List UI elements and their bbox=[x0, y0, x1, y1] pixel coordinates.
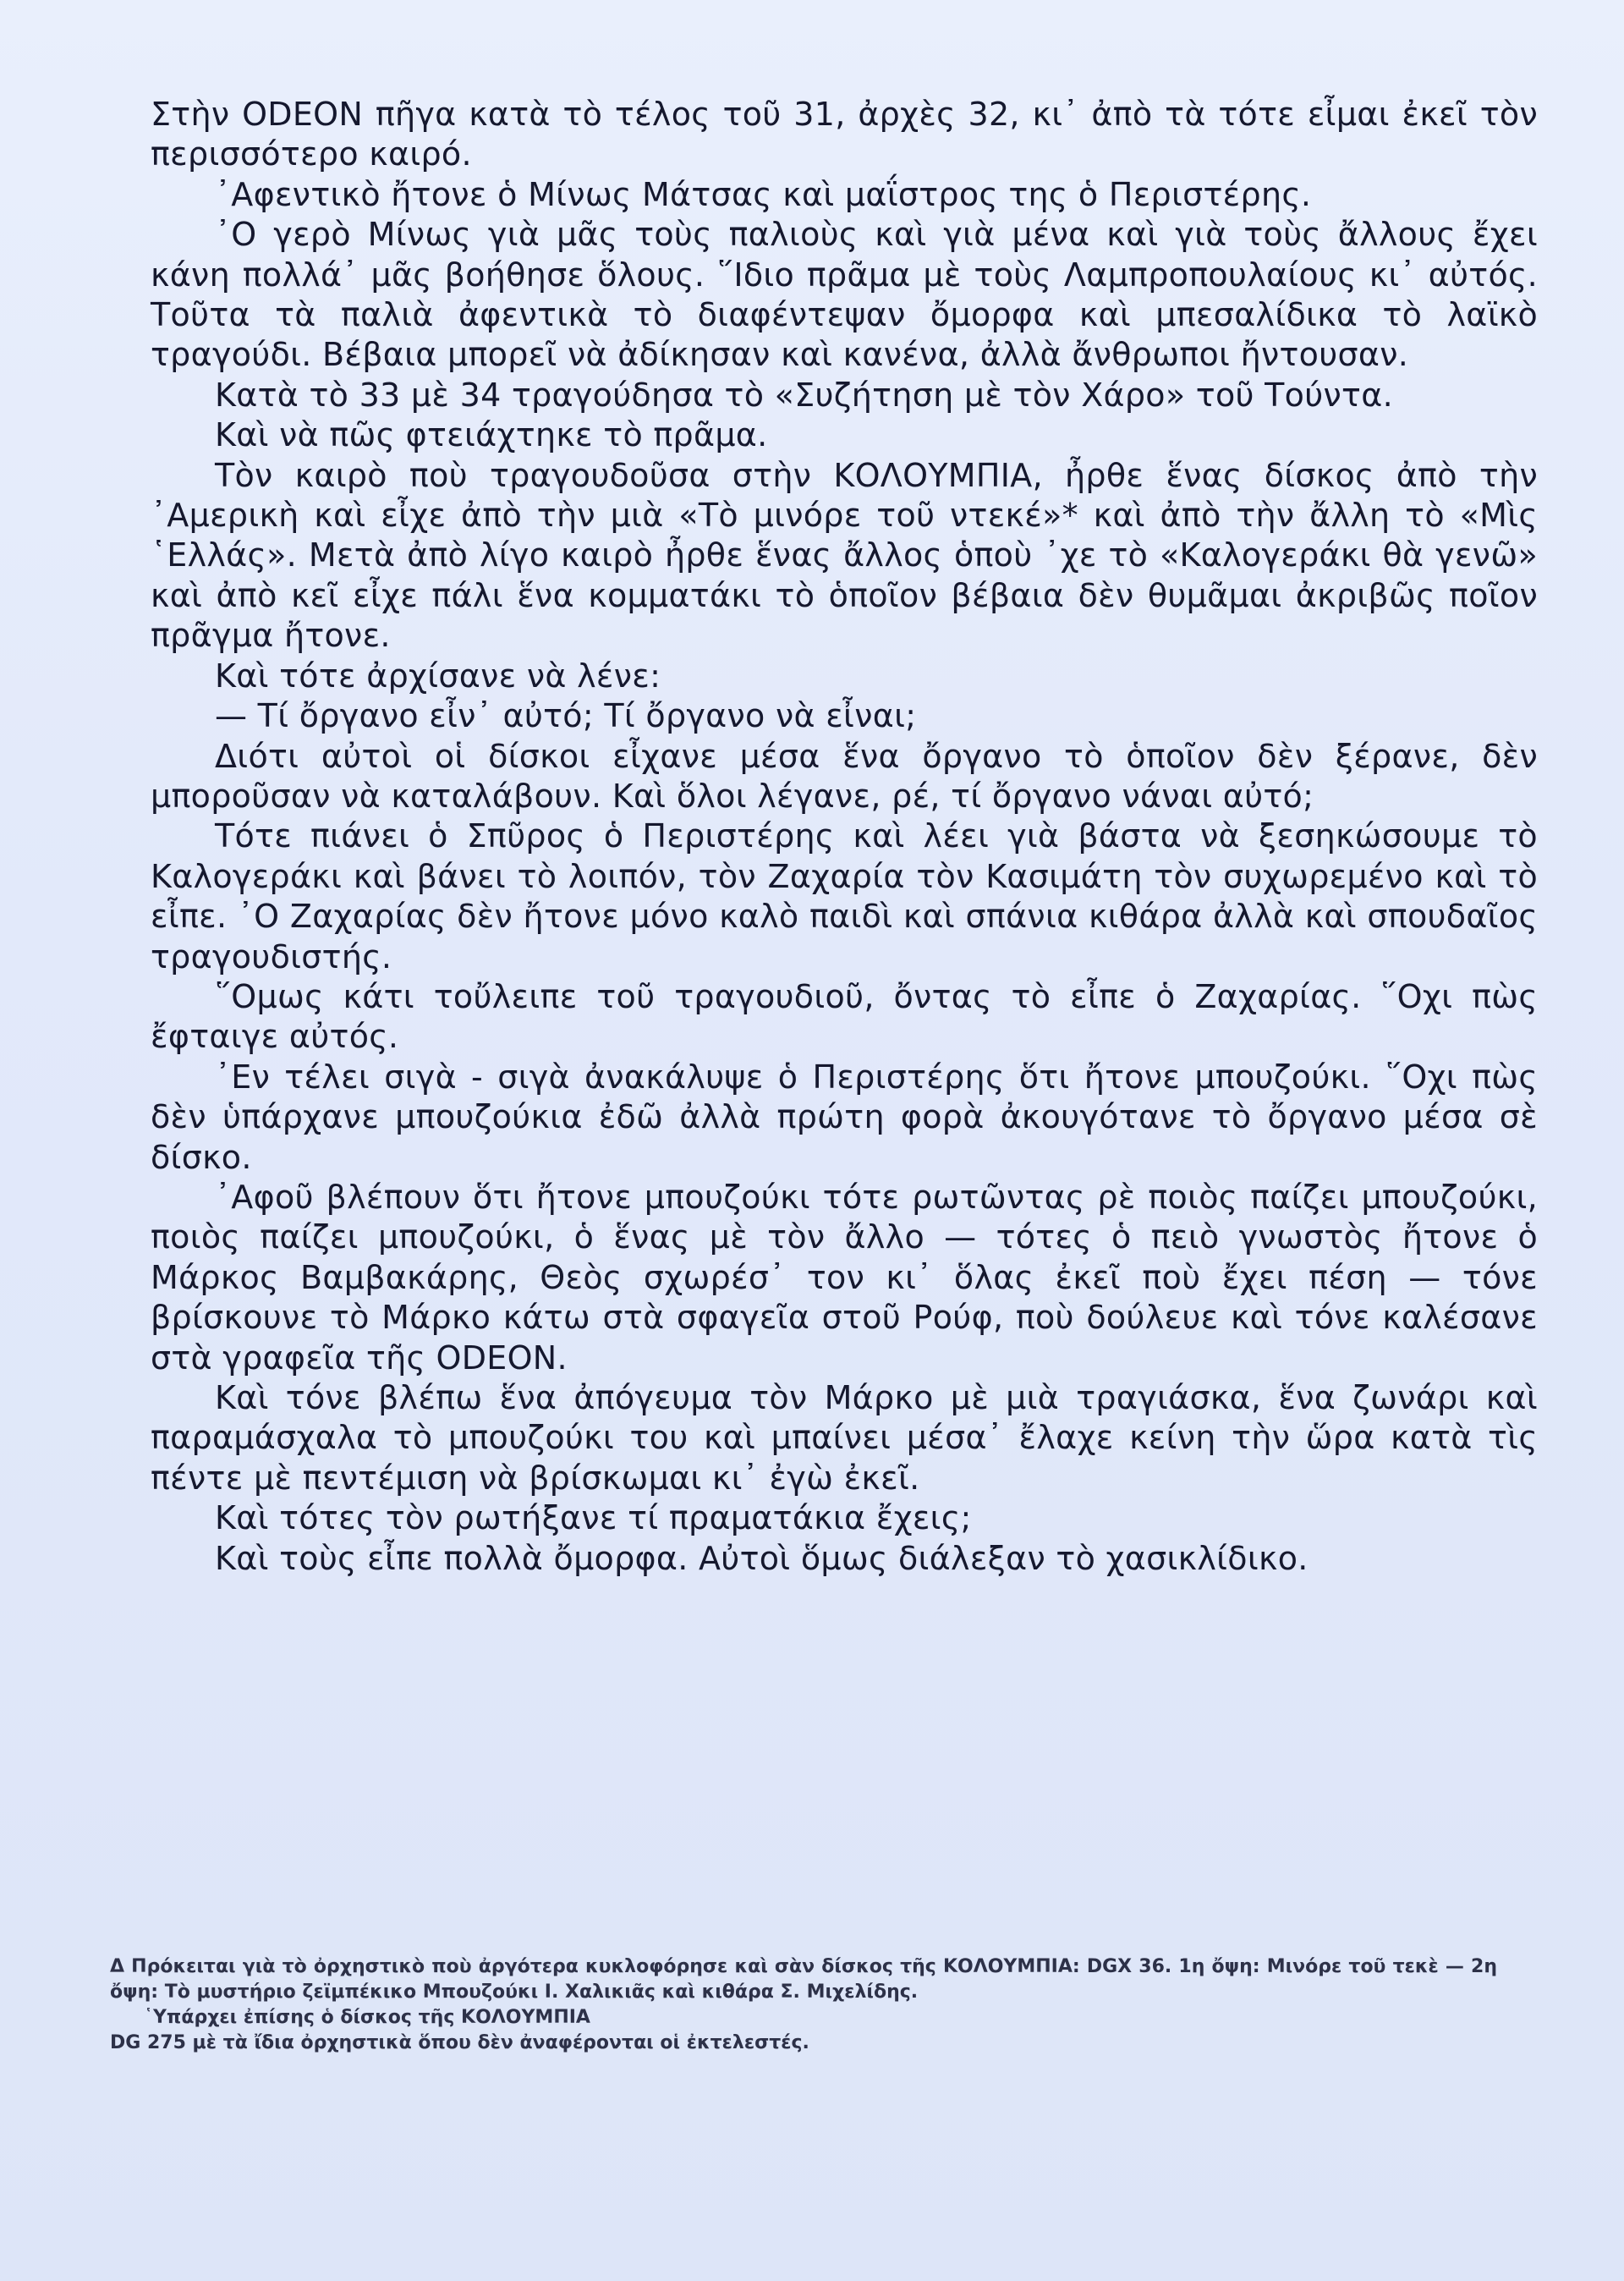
paragraph: Στὴν ODEON πῆγα κατὰ τὸ τέλος τοῦ 31, ἀρχὲς 32, κι᾽ ἀπὸ τὰ τότε εἶμαι ἐκεῖ τὸν περισσότερο καιρό. bbox=[151, 96, 1538, 173]
paragraph: ᾽Εν τέλει σιγὰ - σιγὰ ἀνακάλυψε ὁ Περιστέρης ὅτι ἤτονε μπουζούκι. ῞Οχι πὼς δὲν ὑπάρχανε μπουζούκια ἐδῶ ἀλλὰ πρώτη φορὰ ἀκουγότανε τὸ ὄργανο μέσα σὲ δίσκο. bbox=[151, 1058, 1538, 1176]
paragraph: Καὶ νὰ πῶς φτειάχτηκε τὸ πρᾶμα. bbox=[215, 416, 768, 454]
paragraph: ᾽Αφοῦ βλέπουν ὅτι ἤτονε μπουζούκι τότε ρωτῶντας ρὲ ποιὸς παίζει μπουζούκι, ποιὸς παίζει μπουζούκι, ὁ ἕνας μὲ τὸν ἄλλο — τότες ὁ πειὸ γνωστὸς ἤτονε ὁ Μάρκος Βαμβακάρης, Θεὸς σχωρέσ᾽ τον κι᾽ ὅλας ἐκεῖ ποὺ ἔχει πέση — τόνε βρίσκουνε τὸ Μάρκο κάτω στὰ σφαγεῖα στοῦ Ρούφ, ποὺ δούλευε καὶ τόνε καλέσανε στὰ γραφεῖα τῆς ODEON. bbox=[151, 1178, 1538, 1377]
paragraph: Καὶ τόνε βλέπω ἕνα ἀπόγευμα τὸν Μάρκο μὲ μιὰ τραγιάσκα, ἕνα ζωνάρι καὶ παραμάσχαλα τὸ μπουζούκι του καὶ μπαίνει μέσα᾽ ἔλαχε κείνη τὴν ὥρα κατὰ τὶς πέντε μὲ πεντέμιση νὰ βρίσκωμαι κι᾽ ἐγὼ ἐκεῖ. bbox=[151, 1379, 1538, 1497]
main-text bbox=[151, 95, 1538, 1579]
paragraph: Διότι αὐτοὶ οἱ δίσκοι εἶχανε μέσα ἕνα ὄργανο τὸ ὁποῖον δὲν ξέρανε, δὲν μποροῦσαν νὰ καταλάβουν. Καὶ ὅλοι λέγανε, ρέ, τί ὄργανο νάναι αὐτό; bbox=[151, 737, 1538, 815]
paragraph: — Τί ὄργανο εἶν᾽ αὐτό; Τί ὄργανο νὰ εἶναι; bbox=[215, 697, 917, 735]
paragraph: ᾽Ο γερὸ Μίνως γιὰ μᾶς τοὺς παλιοὺς καὶ γιὰ μένα καὶ γιὰ τοὺς ἄλλους ἔχει κάνη πολλά᾽ μᾶς βοήθησε ὅλους. ῞Ιδιο πρᾶμα μὲ τοὺς Λαμπροπουλαίους κι᾽ αὐτός. Τοῦτα τὰ παλιὰ ἀφεντικὰ τὸ διαφέντεψαν ὄμορφα καὶ μπεσαλίδικα τὸ λαϊκὸ τραγούδι. Βέβαια μπορεῖ νὰ ἀδίκησαν καὶ κανένα, ἀλλὰ ἄνθρωποι ἤντουσαν. bbox=[151, 216, 1538, 374]
paragraph: Τότε πιάνει ὁ Σπῦρος ὁ Περιστέρης καὶ λέει γιὰ βάστα νὰ ξεσηκώσουμε τὸ Καλογεράκι καὶ βάνει τὸ λοιπόν, τὸν Ζαχαρία τὸν Κασιμάτη τὸν συχωρεμένο καὶ τὸ εἶπε. ᾽Ο Ζαχαρίας δὲν ἤτονε μόνο καλὸ παιδὶ καὶ σπάνια κιθάρα ἀλλὰ καὶ σπουδαῖος τραγουδιστής. bbox=[151, 817, 1538, 976]
paragraph: ᾽Αφεντικὸ ἤτονε ὁ Μίνως Μάτσας καὶ μαΐστρος της ὁ Περιστέρης. bbox=[215, 175, 1312, 213]
paragraph: Καὶ τοὺς εἶπε πολλὰ ὄμορφα. Αὐτοὶ ὅμως διάλεξαν τὸ χασικλίδικο. bbox=[215, 1539, 1309, 1577]
paragraph: Κατὰ τὸ 33 μὲ 34 τραγούδησα τὸ «Συζήτηση μὲ τὸν Χάρο» τοῦ Τούντα. bbox=[215, 376, 1393, 414]
paragraph: ῞Ομως κάτι τοὔλειπε τοῦ τραγουδιοῦ, ὄντας τὸ εἶπε ὁ Ζαχαρίας. ῞Οχι πὼς ἔφταιγε αὐτός. bbox=[151, 977, 1538, 1056]
paragraph: Καὶ τότες τὸν ρωτήξανε τί πραματάκια ἔχεις; bbox=[215, 1499, 972, 1537]
footnote: Δ Πρόκειται γιὰ τὸ ὀρχηστικὸ ποὺ ἀργότερα κυκλοφόρησε καὶ σὰν δίσκος τῆς ΚΟΛΟΥΜΠΙΑ: DGX 36. 1η ὄψη: Μινόρε τοῦ τεκὲ — 2η ὄψη: Τὸ μυστήριο ζεϊμπέκικο Μπουζούκι Ι. Χαλικιᾶς καὶ κιθάρα Σ. Μιχελίδης. bbox=[110, 1956, 1497, 2003]
footnote: ῾Υπάρχει ἐπίσης ὁ δίσκος τῆς ΚΟΛΟΥΜΠΙΑ bbox=[144, 2007, 590, 2028]
footnotes bbox=[110, 1954, 1497, 2056]
paragraph: Τὸν καιρὸ ποὺ τραγουδοῦσα στὴν ΚΟΛΟΥΜΠΙΑ, ἦρθε ἕνας δίσκος ἀπὸ τὴν ᾽Αμερικὴ καὶ εἶχε ἀπὸ τὴν μιὰ «Τὸ μινόρε τοῦ ντεκέ»* καὶ ἀπὸ τὴν ἄλλη τὸ «Μὶς ῾Ελλάς». Μετὰ ἀπὸ λίγο καιρὸ ἦρθε ἕνας ἄλλος ὁποὺ ᾽χε τὸ «Καλογεράκι θὰ γενῶ» καὶ ἀπὸ κεῖ εἶχε πάλι ἕνα κομματάκι τὸ ὁποῖον βέβαια δὲν θυμᾶμαι ἀκριβῶς ποῖον πρᾶγμα ἤτονε. bbox=[151, 456, 1538, 655]
footnote: DG 275 μὲ τὰ ἴδια ὀρχηστικὰ ὅπου δὲν ἀναφέρονται οἱ ἐκτελεστές. bbox=[110, 2032, 809, 2053]
paragraph: Καὶ τότε ἀρχίσανε νὰ λένε: bbox=[215, 657, 661, 695]
